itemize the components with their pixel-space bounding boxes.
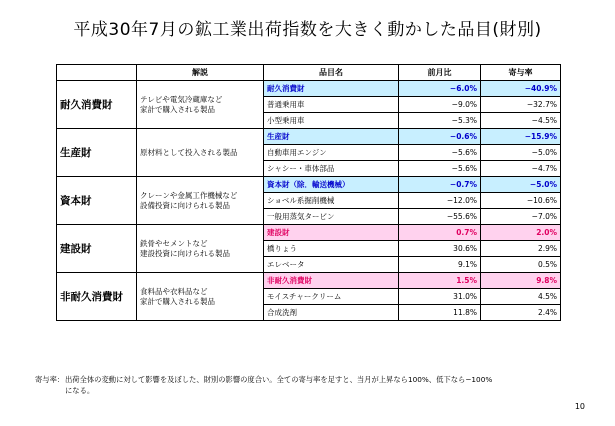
description-line-1: クレーンや金属工作機械など [140,190,238,200]
item-name-cell: 一般用蒸気タービン [264,209,399,225]
category-cell: 資本財 [57,177,137,225]
description-cell [137,177,264,225]
header-month-over-month: 前月比 [399,65,481,81]
description-line-1: テレビや電気冷蔵庫など [140,94,223,104]
month-over-month-cell: −12.0% [399,193,481,209]
category-cell: 非耐久消費財 [57,273,137,321]
month-over-month-cell: −0.7% [399,177,481,193]
header-item-name: 品目名 [264,65,399,81]
group-total-row [57,273,561,289]
contribution-cell: 4.5% [481,289,561,305]
contribution-cell: −40.9% [481,81,561,97]
month-over-month-cell: 11.8% [399,305,481,321]
contribution-cell: 2.9% [481,241,561,257]
item-name-cell: 普通乗用車 [264,97,399,113]
month-over-month-cell: 1.5% [399,273,481,289]
header-contribution: 寄与率 [481,65,561,81]
month-over-month-cell: 0.7% [399,225,481,241]
table-header-row [57,65,561,81]
item-name-cell: 資本財（除．輸送機械） [264,177,399,193]
item-name-cell: エレベータ [264,257,399,273]
footnote-line-1: 出荷全体の変動に対して影響を及ぼした、財別の影響の度合い。全ての寄与率を足すと、当月が上昇なら100%、低下なら−100% [65,375,493,384]
description-line-1: 原材料として投入される製品 [140,147,238,157]
item-name-cell: 建設財 [264,225,399,241]
page-number: 10 [574,402,585,411]
month-over-month-cell: −5.6% [399,161,481,177]
description-cell [137,129,264,177]
contribution-cell: 2.0% [481,225,561,241]
description-line-1: 食料品や衣料品など [140,286,208,296]
description-line-2: 設備投資に向けられる製品 [140,200,230,210]
contribution-cell: −5.0% [481,177,561,193]
month-over-month-cell: −9.0% [399,97,481,113]
group-total-row [57,81,561,97]
category-cell: 生産財 [57,129,137,177]
contribution-cell: 0.5% [481,257,561,273]
category-cell: 建設財 [57,225,137,273]
description-line-2: 家計で購入される製品 [140,104,215,114]
item-name-cell: 小型乗用車 [264,113,399,129]
footnote-term: 寄与率： [35,375,65,384]
item-name-cell: 合成洗剤 [264,305,399,321]
contribution-cell: −15.9% [481,129,561,145]
contribution-table [56,64,561,321]
contribution-cell: −32.7% [481,97,561,113]
description-cell [137,81,264,129]
contribution-cell: 9.8% [481,273,561,289]
month-over-month-cell: −6.0% [399,81,481,97]
month-over-month-cell: 31.0% [399,289,481,305]
item-name-cell: 自動車用エンジン [264,145,399,161]
group-total-row [57,177,561,193]
page-title: 平成30年7月の鉱工業出荷指数を大きく動かした品目(財別) [73,20,542,40]
month-over-month-cell: 9.1% [399,257,481,273]
item-name-cell: シャシー・車体部品 [264,161,399,177]
group-total-row [57,129,561,145]
footnote-line-2: になる。 [65,386,95,395]
header-category [57,65,137,81]
month-over-month-cell: 30.6% [399,241,481,257]
contribution-cell: −4.5% [481,113,561,129]
description-line-2: 家計で購入される製品 [140,296,215,306]
category-cell: 耐久消費財 [57,81,137,129]
description-cell [137,225,264,273]
contribution-cell: −5.0% [481,145,561,161]
month-over-month-cell: −5.3% [399,113,481,129]
contribution-cell: 2.4% [481,305,561,321]
item-name-cell: 橋りょう [264,241,399,257]
description-line-1: 鉄骨やセメントなど [140,238,208,248]
month-over-month-cell: −0.6% [399,129,481,145]
month-over-month-cell: −5.6% [399,145,481,161]
group-total-row [57,225,561,241]
contribution-cell: −7.0% [481,209,561,225]
item-name-cell: 生産財 [264,129,399,145]
item-name-cell: 耐久消費財 [264,81,399,97]
item-name-cell: ショベル系掘削機械 [264,193,399,209]
contribution-cell: −10.6% [481,193,561,209]
item-name-cell: 非耐久消費財 [264,273,399,289]
contribution-cell: −4.7% [481,161,561,177]
header-description: 解説 [137,65,264,81]
month-over-month-cell: −55.6% [399,209,481,225]
description-line-2: 建設投資に向けられる製品 [140,248,230,258]
footnote [35,374,575,396]
description-cell [137,273,264,321]
item-name-cell: モイスチャークリーム [264,289,399,305]
